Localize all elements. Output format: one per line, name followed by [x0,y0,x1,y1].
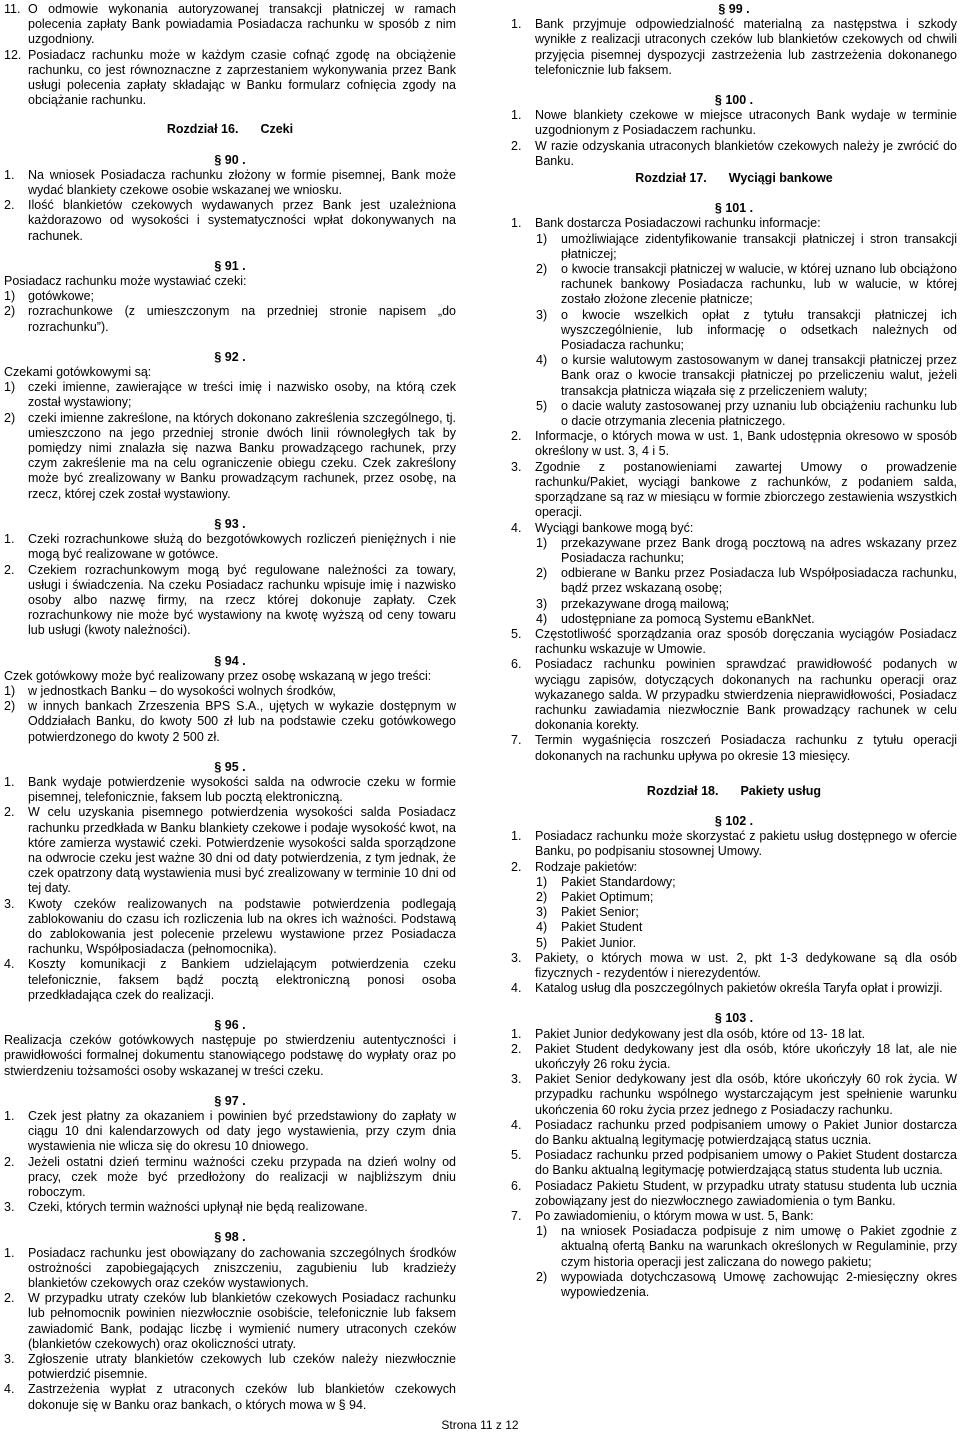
page-number: Strona 11 z 12 [441,1418,519,1432]
list-item: 1. Posiadacz rachunku jest obowiązany do zachowania szczególnych środków ostrożności zapobiegających zniszczeniu, zagubieniu lub kradzieży blankietów czekowych oraz czeków wystawionych. [4,1245,456,1291]
section-heading: § 100 . [714,93,754,108]
sub-item: 4) o kursie walutowym zastosowanym w danej transakcji płatniczej przez Bank oraz o kwocie transakcji płatniczej po przeliczeniu walut, jeżeli transakcja płatnicza wiązała się z przeliczeniem waluty; [536,353,957,398]
list-item: 2. Informacje, o których mowa w ust. 1, Bank udostępnia okresowo w sposób określony w ust. 3, 4 i 5. [511,429,957,459]
list-item: 6. Posiadacz Pakietu Student, w przypadku utraty statusu studenta lub ucznia zobowiązany jest do niezwłocznego zawiadomienia o tym Banku. [511,1178,957,1208]
list-item: 1) gotówkowe; [4,289,95,304]
list-item: 4. Katalog usług dla poszczególnych pakietów określa Taryfa opłat i prowizji. [511,981,943,996]
sub-item: 5) Pakiet Junior. [536,935,637,950]
section-heading: § 99 . [718,2,750,16]
paragraph: Czek gotówkowy może być realizowany przez osobę wskazaną w jego treści: [4,668,432,683]
chapter-heading: Rozdział 16. Czeki [166,122,294,137]
list-item: 11. O odmowie wykonania autoryzowanej transakcji płatniczej w ramach polecenia zapłaty Bank powiadamia Posiadacza rachunku w sposób z nim uzgodniony. [4,2,456,47]
sub-item: 1) przekazywane przez Bank drogą pocztową na adres wskazany przez Posiadacza rachunku; [536,535,957,565]
sub-item: 2) Pakiet Optimum; [536,889,654,904]
list-item: 2) w innych bankach Zrzeszenia BPS S.A., ujętych w wykazie dostępnym w Oddziałach Banku, do kwoty 500 zł lub na podstawie czeku gotówkowego potwierdzonego do kwoty 2 500 zł. [4,699,456,744]
section-heading: § 95 . [214,759,246,774]
list-item: 3. Pakiet Senior dedykowany jest dla osób, które ukończyły 60 rok życia. W przypadku rachunku wspólnego wystarczającym jest spełnienie warunku ukończenia 60 roku życia przez jednego z Posiadaczy rachunku. [511,1072,957,1117]
list-item: 1. Nowe blankiety czekowe w miejsce utraconych Bank wydaje w terminie uzgodnionym z Posiadaczem rachunku. [511,108,957,138]
sub-item: 3) o kwocie wszelkich opłat z tytułu transakcji płatniczej ich wyszczególnienie, lub informację o odsetkach należnych od Posiadacza rachunku; [536,307,957,353]
sub-item: 1) umożliwiające zidentyfikowanie transakcji płatniczej i stron transakcji płatniczej; [536,231,957,261]
list-item: 2. Jeżeli ostatni dzień terminu ważności czeku przypada na dzień wolny od pracy, czek może być przedłożony do realizacji w najbliższym dniu roboczym. [4,1154,456,1200]
list-item: 6. Posiadacz rachunku powinien sprawdzać prawidłowość podanych w wyciągu zapisów, dotyczących dokonanych na rachunku operacji oraz wykazanego salda. W przypadku stwierdzenia nieprawidłowości, Posiadacz rachunku zawiadamia niezwłocznie Bank prowadzący rachunek w celu dokonania korekty. [511,657,957,733]
list-item: 4. Zastrzeżenia wypłat z utraconych czeków lub blankietów czekowych dokonuje się w Banku oraz bankach, o których mowa w § 94. [4,1382,456,1412]
section-heading: § 103 . [714,1011,754,1026]
section-heading: § 93 . [214,516,246,531]
section-heading: § 91 . [214,258,246,273]
list-item: 5. Częstotliwość sporządzania oraz sposób doręczania wyciągów Posiadacz rachunku wskazuje w Umowie. [511,626,957,657]
sub-item: 2) wypowiada dotychczasową Umowę zachowując 2-miesięczny okres wypowiedzenia. [536,1269,957,1300]
section-heading: § 102 . [714,813,754,828]
list-item: 3. Pakiety, o których mowa w ust. 2, pkt 1-3 dedykowane są dla osób fizycznych - rezydentów i nierezydentów. [511,950,957,980]
right-column [511,2,957,1300]
section-heading: § 94 . [214,653,246,668]
list-item: 1. Bank dostarcza Posiadaczowi rachunku informacje: [511,216,821,231]
list-item: 1. Bank wydaje potwierdzenie wysokości salda na odwrocie czeku w formie pisemnej, telefonicznie, faksem lub pocztą elektroniczną. [4,774,456,805]
list-item: 1) w jednostkach Banku – do wysokości wolnych środków, [4,683,336,698]
list-item: 1. Czek jest płatny za okazaniem i powinien być przedstawiony do zapłaty w ciągu 10 dni kalendarzowych od daty jego wystawienia, przy czym dnia wystawienia nie wlicza się do okresu 10 dniowego. [4,1109,456,1154]
sub-item: 3) przekazywane drogą mailową; [536,596,730,611]
section-heading: § 92 . [214,349,246,364]
list-item: 2. W razie odzyskania utraconych blankietów czekowych należy je zwrócić do Banku. [511,138,957,168]
list-item: 4. Koszty komunikacji z Bankiem udzielającym potwierdzenia czeku telefonicznie, faksem bądź pocztą elektroniczną ponosi osoba przedkładająca czek do realizacji. [4,957,456,1002]
left-column [4,2,456,1413]
list-item: 2. W celu uzyskania pisemnego potwierdzenia wysokości salda Posiadacz rachunku przedkłada w Banku blankiety czekowe i podaje wysokość kwot, na które zamierza wystawić czeki. Potwierdzenie wysokości salda sporządzone na odwrocie czeku jest ważne 30 dni od daty potwierdzenia, z tym jednak, że czek opatrzony datą wystawienia musi być zrealizowany w terminie 10 dni od tej daty. [4,805,456,896]
list-item: 3. Zgodnie z postanowieniami zawartej Umowy o prowadzenie rachunku/Pakiet, wyciągi bankowe z rachunków, z podaniem salda, sporządzane są raz w miesiącu w formie zbiorczego zestawienia wszystkich operacji. [511,459,957,520]
sub-item: 2) o kwocie transakcji płatniczej w walucie, w której uznano lub obciążono rachunek bankowy Posiadacza rachunku, lub w walucie, w której zostało złożone zlecenie płatnicze; [536,262,957,307]
sub-item: 3) Pakiet Senior; [536,905,639,920]
list-item: 2. Czekiem rozrachunkowym mogą być regulowane należności za towary, usługi i świadczenia. Na czeku Posiadacz rachunku wpisuje imię i nazwisko osoby albo nazwę firmy, na rzecz której dokonuje zapłaty. Czek rozrachunkowy nie może być wystawiony na kwotę wyższą od ceny towaru lub usługi (kwoty należności). [4,562,456,638]
list-item: 3. Kwoty czeków realizowanych na podstawie potwierdzenia podlegają zablokowaniu do czasu ich rozliczenia lub na okres ich ważności. Podstawą do zablokowania jest polecenie przelewu wystawione przez Posiadacza rachunku, Współposiadacza (pełnomocnika). [4,896,456,957]
list-item: 4. Wyciągi bankowe mogą być: [511,520,694,535]
sub-item: 2) odbierane w Banku przez Posiadacza lub Współposiadacza rachunku, bądź przez wskazaną osobę; [536,566,957,596]
list-item: 1. Czeki rozrachunkowe służą do bezgotówkowych rozliczeń pieniężnych i nie mogą być realizowane w gotówce. [4,532,456,562]
section-heading: § 96 . [214,1017,246,1032]
list-item: 12. Posiadacz rachunku może w każdym czasie cofnąć zgodę na obciążenie rachunku, co jest równoznaczne z zaprzestaniem wykonywania przez Bank usługi polecenia zapłaty składając w Banku formularz cofnięcia zgody na obciążanie rachunku. [4,47,456,108]
list-item: 2) rozrachunkowe (z umieszczonym na przedniej stronie napisem „do rozrachunku”). [4,304,456,334]
list-item: 5. Posiadacz rachunku przed podpisaniem umowy o Pakiet Student dostarcza do Banku aktualną legitymację potwierdzającą status studenta lub ucznia. [511,1148,957,1178]
section-heading: § 101 . [714,201,754,216]
section-heading: § 98 . [214,1230,246,1245]
chapter-heading: Rozdział 18. Pakiety usług [646,783,822,798]
list-item: 2. Rodzaje pakietów: [511,859,638,874]
list-item: 1. Pakiet Junior dedykowany jest dla osób, które od 13- 18 lat. [511,1026,866,1041]
list-item: 2) czeki imienne zakreślone, na których dokonano zakreślenia szczególnego, tj. umieszczono na jego przedniej stronie dwóch linii równoległych tak by pomiędzy nimi znalazła się nazwa Banku prowadzącego rachunek, przy czym zakreślenie ma na celu ograniczenie obiegu czeku. Czek zakreślony może być zrealizowany w Banku prowadzącym rachunek, przez osobę, na rzecz, której czek został wystawiony. [4,410,456,501]
sub-item: 5) o dacie waluty zastosowanej przy uznaniu lub obciążeniu rachunku lub o dacie otrzymania zlecenia płatniczego. [536,398,957,429]
list-item: 4. Posiadacz rachunku przed podpisaniem umowy o Pakiet Junior dostarcza do Banku aktualną legitymację potwierdzającą status ucznia. [511,1117,957,1148]
list-item: 7. Po zawiadomieniu, o którym mowa w ust. 5, Bank: [511,1209,814,1224]
list-item: 3. Czeki, których termin ważności upłynął nie będą realizowane. [4,1200,368,1215]
section-heading: § 97 . [214,1093,246,1108]
section-heading: § 90 . [214,152,246,167]
list-item: 1. Posiadacz rachunku może skorzystać z pakietu usług dostępnego w ofercie Banku, po podpisaniu stosownej Umowy. [511,829,957,859]
list-item: 2. Ilość blankietów czekowych wydawanych przez Bank jest uzależniona każdorazowo od wysokości i systematyczności wpłat dokonywanych na rachunek. [4,198,456,243]
sub-item: 4) Pakiet Student [536,920,643,935]
list-item: 7. Termin wygaśnięcia roszczeń Posiadacza rachunku z tytułu operacji dokonanych na rachunku upływa po okresie 13 miesięcy. [511,733,957,763]
paragraph: Posiadacz rachunku może wystawiać czeki: [4,274,247,289]
list-item: 2. Pakiet Student dedykowany jest dla osób, które ukończyły 18 lat, ale nie ukończyły 26 roku życia. [511,1041,957,1071]
sub-item: 1) na wniosek Posiadacza podpisuje z nim umowę o Pakiet zgodnie z aktualną ofertą Banku na warunkach określonych w Regulaminie, przy czym historia operacji jest zaliczana do nowego pakietu; [536,1224,957,1269]
list-item: 1) czeki imienne, zawierające w treści imię i nazwisko osoby, na którą czek został wystawiony; [4,380,456,410]
paragraph: Czekami gotówkowymi są: [4,365,152,380]
list-item: 2. W przypadku utraty czeków lub blankietów czekowych Posiadacz rachunku lub pełnomocnik powinien niezwłocznie osobiście, telefonicznie lub faksem zawiadomić Bank, podając liczbę i wymienić numery utraconych czeków (blankietów czekowych) oraz okoliczności utraty. [4,1291,456,1351]
list-item: 3. Zgłoszenie utraty blankietów czekowych lub czeków należy niezwłocznie potwierdzić pisemnie. [4,1352,456,1382]
chapter-heading: Rozdział 17. Wyciągi bankowe [635,171,833,186]
sub-item: 4) udostępniane za pomocą Systemu eBankNet. [536,611,815,626]
paragraph: Realizacja czeków gotówkowych następuje po stwierdzeniu autentyczności i prawidłowości formalnej dokumentu stanowiącego podstawę do wypłaty oraz po stwierdzeniu tożsamości osoby wskazanej w treści czeku. [4,1033,456,1078]
list-item: 1. Na wniosek Posiadacza rachunku złożony w formie pisemnej, Bank może wydać blankiety czekowe osobie wskazanej we wniosku. [4,167,456,198]
list-item: 1. Bank przyjmuje odpowiedzialność materialną za następstwa i szkody wynikłe z realizacji utraconych czeków lub blankietów czekowych od chwili przyjęcia pisemnej dyspozycji zastrzeżenia lub zastrzeżenia dokonanego telefonicznie lub faksem. [511,17,957,77]
sub-item: 1) Pakiet Standardowy; [536,874,676,889]
